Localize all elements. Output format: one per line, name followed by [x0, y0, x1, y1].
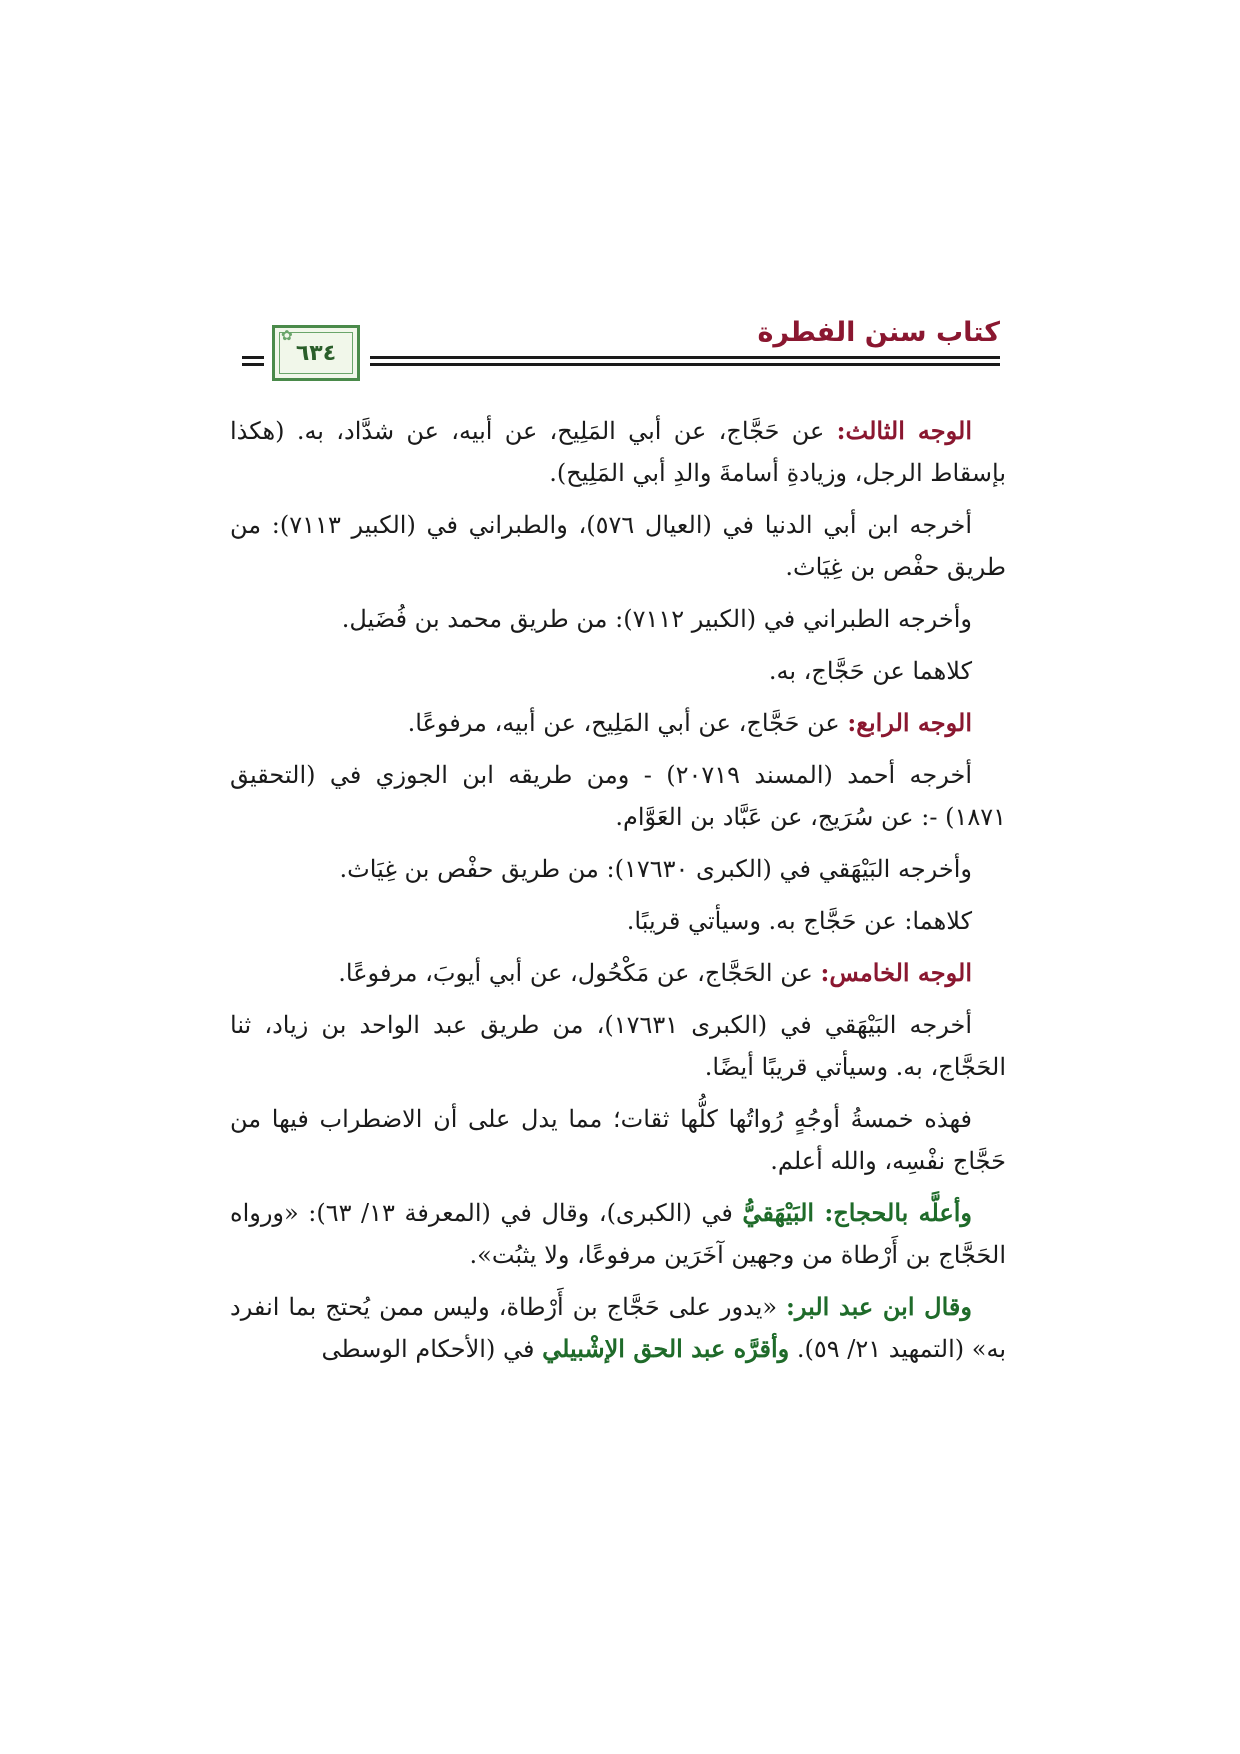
header-rule-top [370, 356, 1000, 359]
paragraph-text: أخرجه البَيْهَقي في (الكبرى ١٧٦٣١)، من طريق عبد الواحد بن زياد، ثنا الحَجَّاج، به. وسيأتي قريبًا أيضًا. [230, 1011, 1006, 1081]
running-title: كتاب سنن الفطرة [757, 317, 1000, 348]
heading-fifth-aspect: الوجه الخامس: [820, 958, 972, 987]
paragraph-citation [230, 504, 1006, 588]
paragraph-citation [230, 1004, 1006, 1088]
page-number-badge [272, 325, 360, 381]
paragraph-text: فهذه خمسةُ أوجُهٍ رُواتُها كلُّها ثقات؛ مما يدل على أن الاضطراب فيها من حَجَّاج نفْسِه، والله أعلم. [230, 1105, 1006, 1175]
paragraph-text: وأخرجه البَيْهَقي في (الكبرى ١٧٦٣٠): من طريق حفْص بن غِيَاث. [339, 855, 972, 883]
paragraph-citation [230, 650, 1006, 692]
paragraph-fourth-aspect [230, 702, 1006, 744]
highlight-bayhaqi: وأعلَّه بالحجاج: البَيْهَقيُّ [742, 1198, 972, 1227]
paragraph-text: أخرجه ابن أبي الدنيا في (العيال ٥٧٦)، والطبراني في (الكبير ٧١١٣): من طريق حفْص بن غِيَاث. [230, 511, 1006, 581]
page-header [242, 314, 1000, 392]
header-rule-left-bottom [242, 363, 264, 366]
highlight-abd-al-haqq: وأقرَّه عبد الحق الإشْبيلي [542, 1334, 790, 1363]
paragraph-fifth-aspect [230, 952, 1006, 994]
paragraph-text: في (الأحكام الوسطى [321, 1335, 543, 1363]
paragraph-third-aspect [230, 410, 1006, 494]
paragraph-text: عن حَجَّاج، عن أبي المَلِيح، عن أبيه، عن شدَّاد، به. (هكذا بإسقاط الرجل، وزيادةِ أسامةَ والدِ أبي المَلِيح). [230, 417, 1006, 487]
page-body [230, 410, 1006, 1380]
paragraph-text: وأخرجه الطبراني في (الكبير ٧١١٢): من طريق محمد بن فُضَيل. [341, 605, 972, 633]
paragraph-text: عن حَجَّاج، عن أبي المَلِيح، عن أبيه، مرفوعًا. [407, 709, 848, 737]
paragraph-text: «يدور على حَجَّاج بن أَرْطاة، وليس ممن يُحتج بما انفرد به» (التمهيد ٢١/ ٥٩). [230, 1293, 1006, 1363]
highlight-ibn-abd-al-barr: وقال ابن عبد البر: [786, 1292, 972, 1321]
paragraph-text: في (الكبرى)، وقال في (المعرفة ١٣/ ٦٣): «ورواه الحَجَّاج بن أَرْطاة من وجهين آخَرَين مرفوعًا، ولا يثبُت». [230, 1199, 1006, 1269]
header-rule-left-top [242, 356, 264, 359]
paragraph-ibn-abd-al-barr [230, 1286, 1006, 1370]
heading-fourth-aspect: الوجه الرابع: [847, 708, 972, 737]
header-rule-bottom [370, 363, 1000, 366]
paragraph-text: عن الحَجَّاج، عن مَكْحُول، عن أبي أيوبَ، مرفوعًا. [338, 959, 821, 987]
page-number: ٦٣٤ [295, 340, 337, 366]
paragraph-citation [230, 754, 1006, 838]
paragraph-text: أخرجه أحمد (المسند ٢٠٧١٩) - ومن طريقه ابن الجوزي في (التحقيق ١٨٧١) -: عن سُرَيج، عن عَبَّاد بن العَوَّام. [230, 761, 1006, 831]
paragraph-bayhaqi [230, 1192, 1006, 1276]
paragraph-citation [230, 900, 1006, 942]
paragraph-text: كلاهما عن حَجَّاج، به. [768, 657, 972, 685]
paragraph-conclusion [230, 1098, 1006, 1182]
paragraph-citation [230, 598, 1006, 640]
paragraph-citation [230, 848, 1006, 890]
heading-third-aspect: الوجه الثالث: [836, 416, 972, 445]
paragraph-text: كلاهما: عن حَجَّاج به. وسيأتي قريبًا. [626, 907, 972, 935]
